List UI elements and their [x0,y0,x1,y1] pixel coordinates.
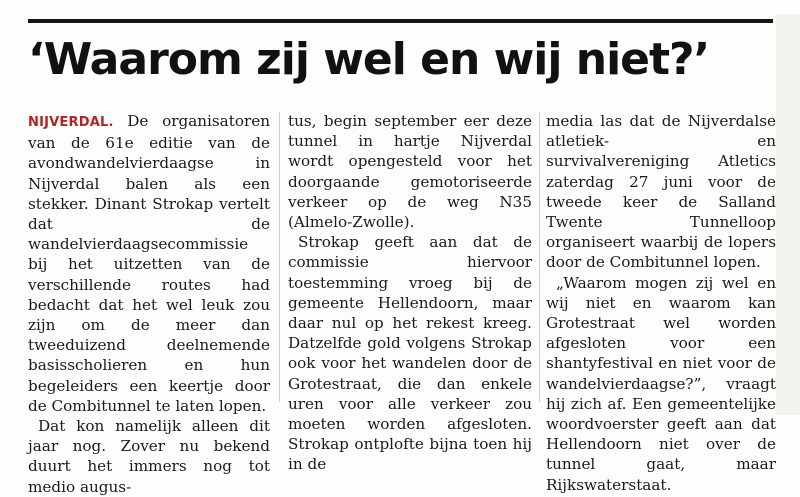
column-2-paragraph-1: tus, begin september eer deze tunnel in hartje Nijverdal wordt opengesteld voor het doorgaande gemotoriseerde verkeer op de weg N35 (Almelo-Zwolle). [288,112,532,232]
article-headline: ‘Waarom zij wel en wij niet?’ [28,34,710,85]
column-divider [279,112,280,402]
column-1-paragraph-1-text: De organisatoren van de 61e editie van de avondwandelvierdaagse in Nijverdal balen als een stekker. Dinant Strokap vertelt dat de wandelvierdaagsecommissie bij het uitzetten van de verschillende routes had bedacht dat het wel leuk zou zijn om de meer dan tweeduizend deelnemende basisscholieren en hun begeleiders een keertje door de Combitunnel te laten lopen. [28,112,271,415]
column-1-paragraph-1 [28,111,270,416]
column-1-paragraph-2: Dat kon namelijk alleen dit jaar nog. Zover nu bekend duurt het immers nog tot medio augus- [28,417,270,496]
article-column-3 [546,111,776,495]
column-divider [539,112,540,402]
headline-rule [28,19,773,23]
dateline: NIJVERDAL. [28,115,114,130]
bleed-through-text-top [300,0,720,14]
column-3-paragraph-2: „Waarom mogen zij wel en wij niet en waarom kan Grotestraat wel worden afgesloten voor een shantyfestival en niet voor de wandelvierdaagse?”, vraagt hij zich af. Een gemeentelijke woordvoerster geeft aan dat Hellendoorn niet over de tunnel gaat, maar Rijkswaterstaat. [546,273,776,494]
article-column-1 [28,111,270,497]
article-column-2 [288,111,532,475]
adjacent-page-edge [776,14,800,415]
column-3-paragraph-1: media las dat de Nijverdalse atletiek- en survivalvereniging Atletics zaterdag 27 juni voor de tweede keer de Salland Twente Tunnelloop organiseert waarbij de lopers door de Combitunnel lopen. [546,112,776,272]
column-2-paragraph-2: Strokap geeft aan dat de commissie hiervoor toestemming vroeg bij de gemeente Hellendoorn, maar daar nul op het rekest kreeg. Datzelfde gold volgens Strokap ook voor het wandelen door de Grotestraat, die dan enkele uren voor alle verkeer zou moeten worden afgesloten. Strokap ontplofte bijna toen hij in de [288,233,532,474]
